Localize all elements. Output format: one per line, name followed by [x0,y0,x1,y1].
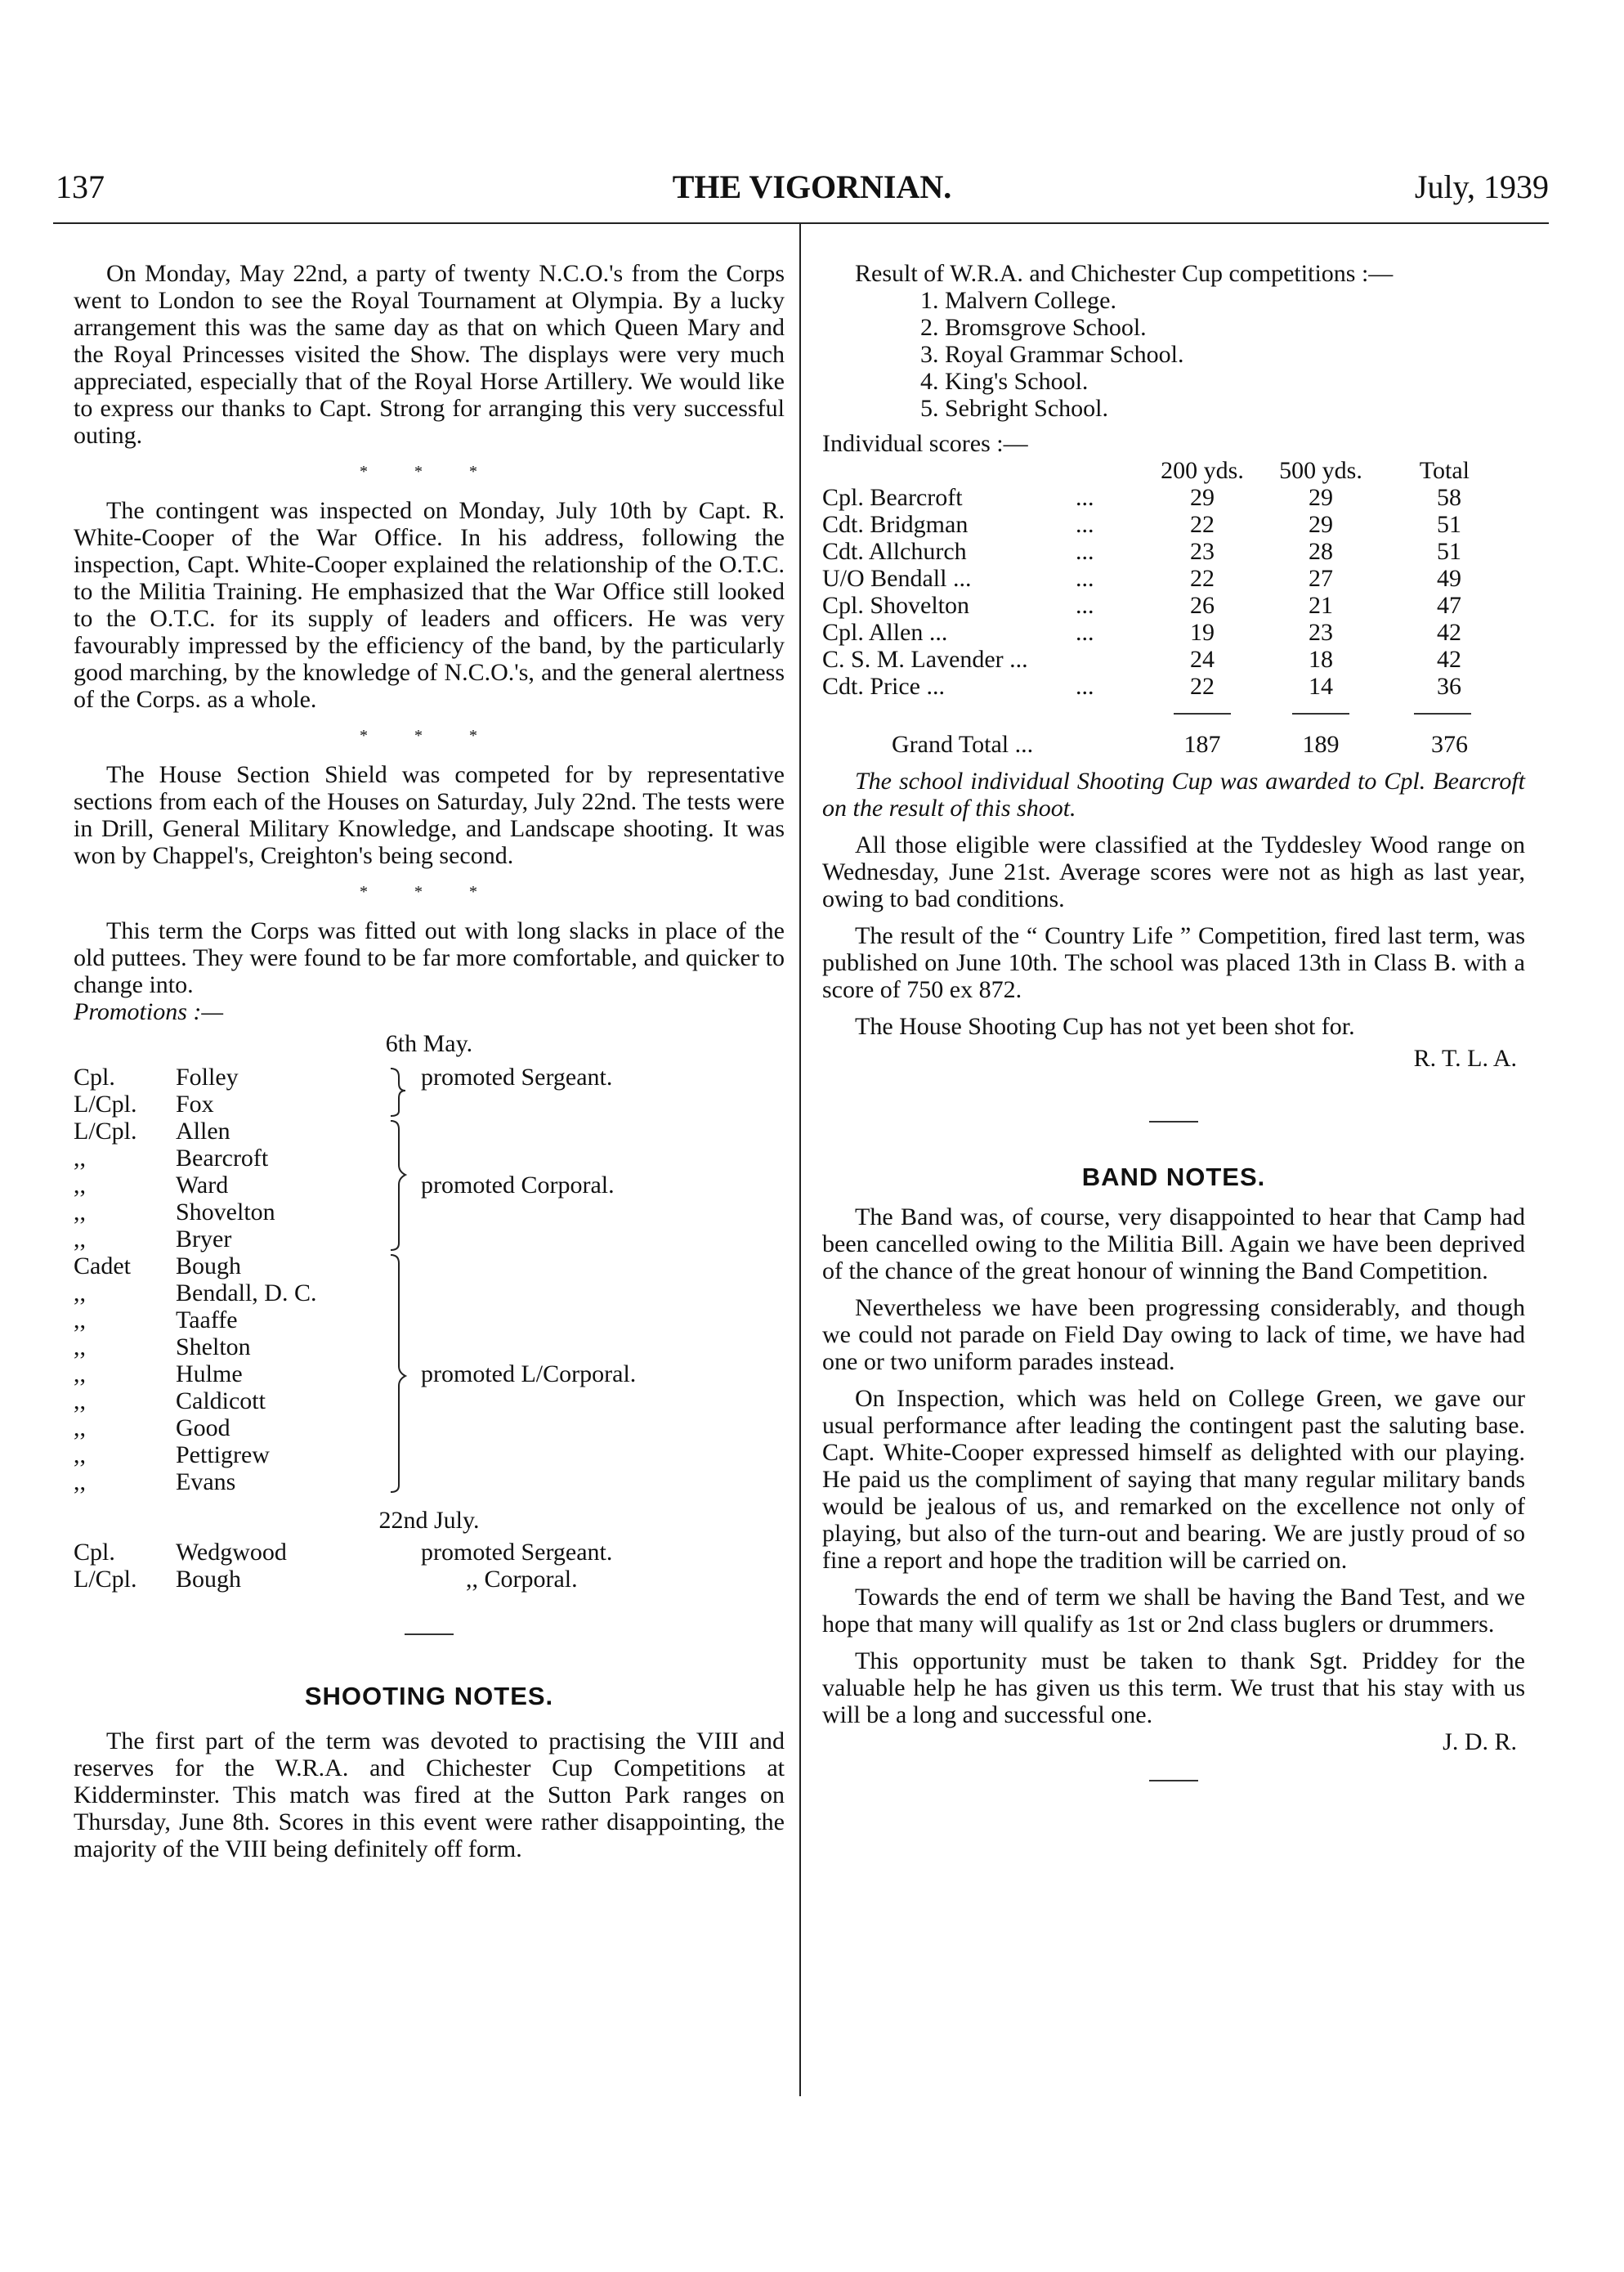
results-list [822,287,1525,422]
paragraph: On Monday, May 22nd, a party of twenty N.C.O.'s from the Corps went to London to see the Royal Tournament at Olympia. By a lucky arrangement this was the same day as that on which Queen Mary and the Royal Princesses visited the Show. The displays were very much appreciated, especially that of the Royal Horse Artillery. We would like to express our thanks to Capt. Strong for arranging this very successful outing. [74,260,785,449]
right-column [822,260,1525,1781]
cell: 19 [1190,619,1215,646]
cell: 47 [1437,592,1461,619]
section-separator: * * * [360,883,499,901]
cadet-name: Pettigrew [176,1441,270,1468]
rank: ,, [74,1387,86,1414]
cell: 29 [1190,484,1215,511]
promotion-label: ,, Corporal. [466,1566,578,1593]
table-header [822,457,1486,484]
section-separator: * * * [360,727,499,745]
table-row [822,538,1486,565]
cadet-name: Hulme [176,1360,243,1387]
paragraph: The school individual Shooting Cup was awarded to Cpl. Bearcroft on the result of this shoot. [822,768,1525,822]
cell: 18 [1309,646,1333,673]
page-title: THE VIGORNIAN. [672,168,952,205]
rank: L/Cpl. [74,1118,137,1145]
promotion-date: 6th May. [385,1030,473,1057]
list-item: 3. Royal Grammar School. [920,341,1184,368]
list-item: 4. King's School. [920,368,1089,395]
cell: 28 [1309,538,1333,565]
cell: Cpl. Shovelton [822,592,970,619]
page-number: 137 [56,168,105,205]
cell: 22 [1190,565,1215,592]
rank: ,, [74,1414,86,1441]
cell: Cpl. Allen ... [822,619,948,646]
cell: 29 [1309,511,1333,538]
cadet-name: Bryer [176,1226,232,1253]
paragraph: This opportunity must be taken to thank Sgt. Priddey for the valuable help he has given us this term. We trust that his stay with us will be a long and successful one. [822,1647,1525,1728]
promotion-label: promoted L/Corporal. [421,1360,637,1387]
cell: ... [1076,673,1094,700]
list-item [74,1566,785,1593]
section-separator: * * * [360,463,499,481]
promotion-label: promoted Corporal. [421,1172,615,1199]
cadet-name: Shelton [176,1333,251,1360]
cadet-name: Caldicott [176,1387,266,1414]
rank: Cpl. [74,1539,115,1566]
paragraph: Towards the end of term we shall be having the Band Test, and we hope that many will qualify as 1st or 2nd class buglers or drummers. [822,1584,1525,1638]
cell: Cdt. Bridgman [822,511,969,538]
cell: 58 [1437,484,1461,511]
cell [1076,646,1141,673]
rank: ,, [74,1333,86,1360]
paragraph: The first part of the term was devoted to practising the VIII and reserves for the W.R.A. and Chichester Cup Competitions at Kidderminster. This match was fired at the Sutton Park ranges on Thursday, June 8th. Scores in this event were rather disappointing, the majority of the VIII being definitely off form. [74,1728,785,1862]
paragraph: Result of W.R.A. and Chichester Cup competitions :— [855,260,1394,287]
rank: ,, [74,1306,86,1333]
table-row [822,646,1486,673]
cadet-name: Allen [176,1118,230,1145]
paragraph: On Inspection, which was held on College Green, we gave our usual performance after leading the contingent past the saluting base. Capt. White-Cooper expressed himself as delighted with our playing. He paid us the compliment of saying that many regular military bands would be jealous of us, and remarked on the excellence not only of playing, but also of the turn-out and bearing. We are justly proud of so fine a report and hope the tradition will be carried on. [822,1385,1525,1574]
cadet-name: Ward [176,1172,229,1199]
cell: C. S. M. Lavender ... [822,646,1028,673]
cadet-name: Bough [176,1253,242,1279]
cell: 23 [1190,538,1215,565]
paragraph: The House Section Shield was competed for by representative sections from each of the Houses on Saturday, July 22nd. The tests were in Drill, General Military Knowledge, and Landscape shooting. It was won by Chappel's, Creighton's being second. [74,761,785,869]
cell: 14 [1309,673,1333,700]
cell: 27 [1309,565,1333,592]
list-item: 5. Sebright School. [920,395,1108,422]
total-rule-row [822,700,1486,727]
rank: ,, [74,1145,86,1172]
cadet-name: Wedgwood [176,1539,287,1566]
individual-label: Individual scores :— [822,430,1028,457]
list-item [74,1539,785,1566]
promotions-label: Promotions :— [74,998,224,1025]
promotions-list-july [74,1539,785,1593]
list-item: 1. Malvern College. [920,287,1116,314]
divider [1149,1780,1198,1781]
table-row [822,619,1486,646]
list-item: 2. Bromsgrove School. [920,314,1147,341]
cell: 42 [1437,619,1461,646]
paragraph: This term the Corps was fitted out with long slacks in place of the old puttees. They were found to be far more comfortable, and quicker to change into. [74,917,785,998]
column-header: 200 yds. [1161,457,1244,484]
cell: 23 [1309,619,1333,646]
paragraph: All those eligible were classified at the Tyddesley Wood range on Wednesday, June 21st. Average scores were not as high as last year, owing to bad conditions. [822,831,1525,912]
divider [405,1633,454,1635]
table-row [822,592,1486,619]
rank: ,, [74,1468,86,1495]
scores-table [822,457,1486,761]
cadet-name: Fox [176,1091,214,1118]
cadet-name: Evans [176,1468,236,1495]
signature: J. D. R. [1443,1728,1517,1755]
cell: 51 [1437,511,1461,538]
cell: 51 [1437,538,1461,565]
cadet-name: Bendall, D. C. [176,1279,317,1306]
rank: ,, [74,1279,86,1306]
cell: ... [1076,511,1094,538]
paragraph: Nevertheless we have been progressing considerably, and though we could not parade on Field Day owing to lack of time, we have had one or two uniform parades instead. [822,1294,1525,1375]
cadet-name: Shovelton [176,1199,275,1226]
rank: ,, [74,1172,86,1199]
cell: 49 [1437,565,1461,592]
section-heading: BAND NOTES. [1081,1163,1266,1191]
cell: 22 [1190,511,1215,538]
column-divider [799,224,801,2096]
cadet-name: Bearcroft [176,1145,269,1172]
cell: 42 [1437,646,1461,673]
divider [1174,713,1231,715]
cadet-name: Bough [176,1566,242,1593]
cell: ... [1076,484,1094,511]
rank: ,, [74,1199,86,1226]
paragraph: The contingent was inspected on Monday, July 10th by Capt. R. White-Cooper of the War Office. In his address, following the inspection, Capt. White-Cooper explained the relationship of the O.T.C. to the Militia Training. He emphasized that the War Office still looked to the O.T.C. for its supply of leaders and officers. He was very favourably impressed by the efficiency of the band, by the particularly good marching, by the knowledge of N.C.O.'s, and the general alertness of the Corps. as a whole. [74,497,785,713]
total-row [822,727,1486,761]
cell: ... [1076,538,1094,565]
rank: Cadet [74,1253,131,1279]
cell: 24 [1190,646,1215,673]
rank: L/Cpl. [74,1091,137,1118]
rank: Cpl. [74,1064,115,1091]
divider [1292,713,1349,715]
paragraph: The result of the “ Country Life ” Competition, fired last term, was published on June 10th. The school was placed 13th in Class B. with a score of 750 ex 872. [822,922,1525,1003]
column-header: Total [1419,457,1470,484]
cadet-name: Folley [176,1064,239,1091]
section-heading: SHOOTING NOTES. [304,1682,554,1710]
table-row [822,673,1486,700]
rank: ,, [74,1441,86,1468]
cell: 21 [1309,592,1333,619]
rank: ,, [74,1226,86,1253]
table-row [822,511,1486,538]
cell: 187 [1183,730,1221,758]
cadet-name: Good [176,1414,230,1441]
divider [1414,713,1471,715]
cell: 189 [1302,730,1340,758]
column-header: 500 yds. [1279,457,1362,484]
table-row [822,484,1486,511]
cell: U/O Bendall ... [822,565,972,592]
cell: 36 [1437,673,1461,700]
divider [1149,1121,1198,1123]
table-row [822,565,1486,592]
promotion-date: 22nd July. [378,1507,480,1534]
paragraph: The House Shooting Cup has not yet been shot for. [855,1013,1355,1040]
rank: ,, [74,1360,86,1387]
cell: Cdt. Price ... [822,673,945,700]
paragraph: The Band was, of course, very disappointed to hear that Camp had been cancelled owing to the Militia Bill. Again we have been deprived of the chance of the great honour of winning the Band Competition. [822,1203,1525,1284]
promotions-list [74,1064,785,1495]
cadet-name: Taaffe [176,1306,238,1333]
brace-icon [384,1064,417,1495]
cell: ... [1076,592,1094,619]
cell: ... [1076,619,1094,646]
cell: Grand Total ... [892,730,1034,758]
cell: 26 [1190,592,1215,619]
issue-date: July, 1939 [1414,168,1549,205]
left-column [74,260,785,1862]
rank: L/Cpl. [74,1566,137,1593]
header-divider [53,222,1549,224]
promotion-label: promoted Sergeant. [421,1539,613,1566]
cell: 29 [1309,484,1333,511]
cell: 376 [1431,730,1468,758]
signature: R. T. L. A. [1413,1045,1517,1072]
cell: ... [1076,565,1094,592]
cell: 22 [1190,673,1215,700]
promotion-label: promoted Sergeant. [421,1064,613,1091]
cell: Cdt. Allchurch [822,538,967,565]
cell: Cpl. Bearcroft [822,484,963,511]
